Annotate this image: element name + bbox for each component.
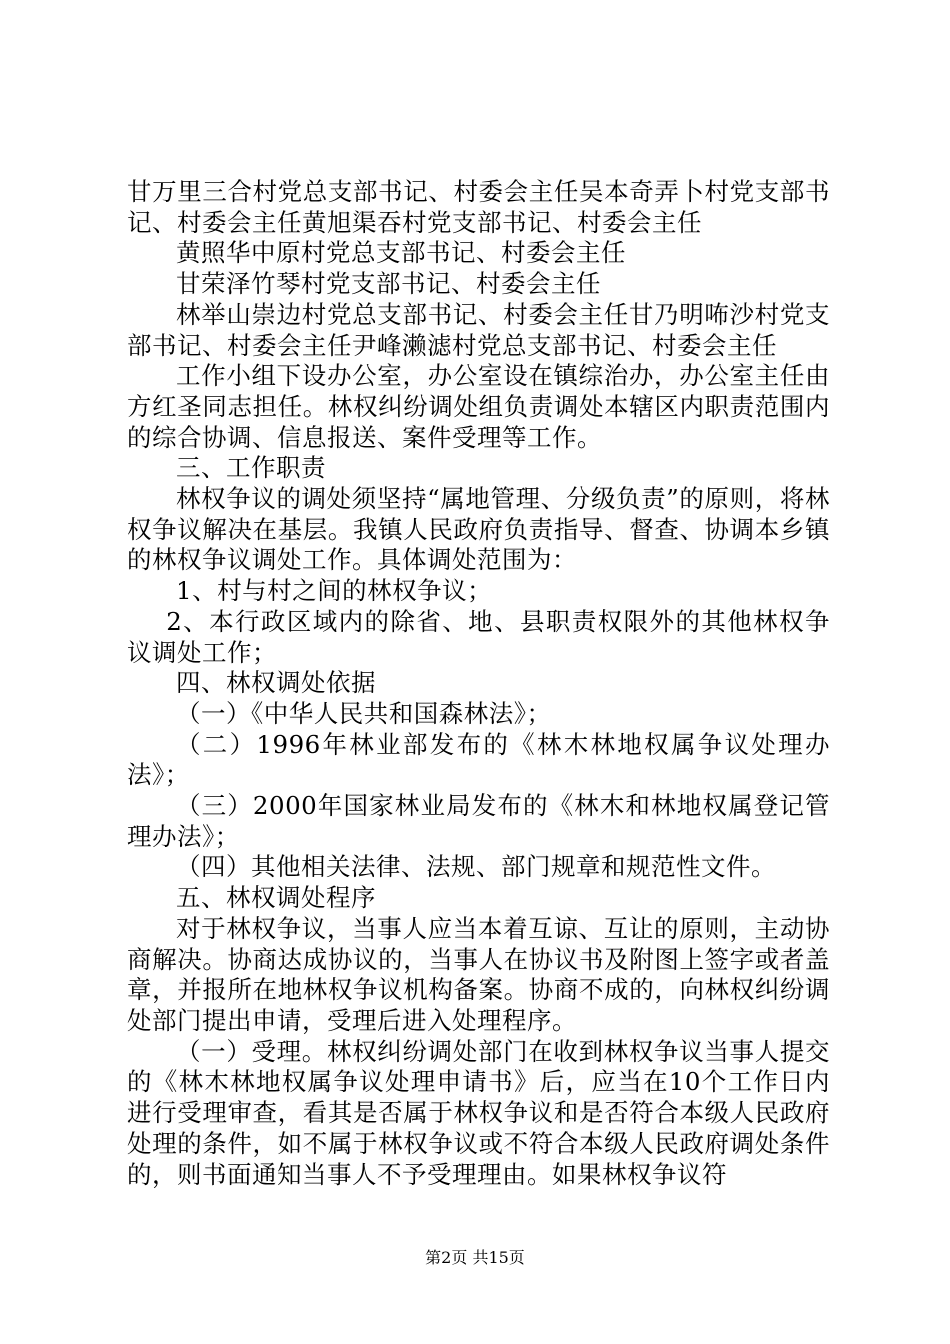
list-item: （一）《中华人民共和国森林法》； <box>176 698 552 728</box>
list-item: 1、村与村之间的林权争议； <box>176 576 493 606</box>
document-body <box>127 177 830 1190</box>
paragraph: 甘万里三合村党总支部书记、村委会主任吴本奇弄卜村党支部书记、村委会主任黄旭渠吞村党支部书记、村委会主任 <box>127 177 830 237</box>
list-item: （四）其他相关法律、法规、部门规章和规范性文件。 <box>176 852 776 882</box>
paragraph: 工作小组下设办公室，办公室设在镇综治办，办公室主任由方红圣同志担任。林权纠纷调处组负责调处本辖区内职责范围内的综合协调、信息报送、案件受理等工作。 <box>127 361 830 452</box>
list-item: 2、本行政区域内的除省、地、县职责权限外的其他林权争议调处工作； <box>127 606 830 667</box>
page-number-footer: 第2页 共15页 <box>425 1248 525 1267</box>
paragraph: 黄照华中原村党总支部书记、村委会主任 <box>176 238 626 268</box>
list-item: （二）1996年林业部发布的《林木林地权属争议处理办法》； <box>127 729 830 790</box>
paragraph: 甘荣泽竹琴村党支部书记、村委会主任 <box>176 269 601 299</box>
paragraph: 对于林权争议，当事人应当本着互谅、互让的原则，主动协商解决。协商达成协议的，当事人在协议书及附图上签字或者盖章，并报所在地林权争议机构备案。协商不成的，向林权纠纷调处部门提出申请，受理后进入处理程序。 <box>127 913 830 1035</box>
paragraph: （一）受理。林权纠纷调处部门在收到林权争议当事人提交的《林木林地权属争议处理申请书》后，应当在10个工作日内进行受理审查，看其是否属于林权争议和是否符合本级人民政府处理的条件，如不属于林权争议或不符合本级人民政府调处条件的，则书面通知当事人不予受理理由。如果林权争议符 <box>127 1036 830 1189</box>
section-heading: 五、林权调处程序 <box>176 883 376 913</box>
section-heading: 四、林权调处依据 <box>176 668 376 698</box>
section-heading: 三、工作职责 <box>176 453 326 483</box>
list-item: （三）2000年国家林业局发布的《林木和林地权属登记管理办法》； <box>127 791 830 851</box>
paragraph: 林举山崇边村党总支部书记、村委会主任甘乃明咘沙村党支部书记、村委会主任尹峰濑滤村党总支部书记、村委会主任 <box>127 299 830 360</box>
paragraph: 林权争议的调处须坚持“属地管理、分级负责”的原则，将林权争议解决在基层。我镇人民政府负责指导、督查、协调本乡镇的林权争议调处工作。具体调处范围为： <box>127 484 830 575</box>
